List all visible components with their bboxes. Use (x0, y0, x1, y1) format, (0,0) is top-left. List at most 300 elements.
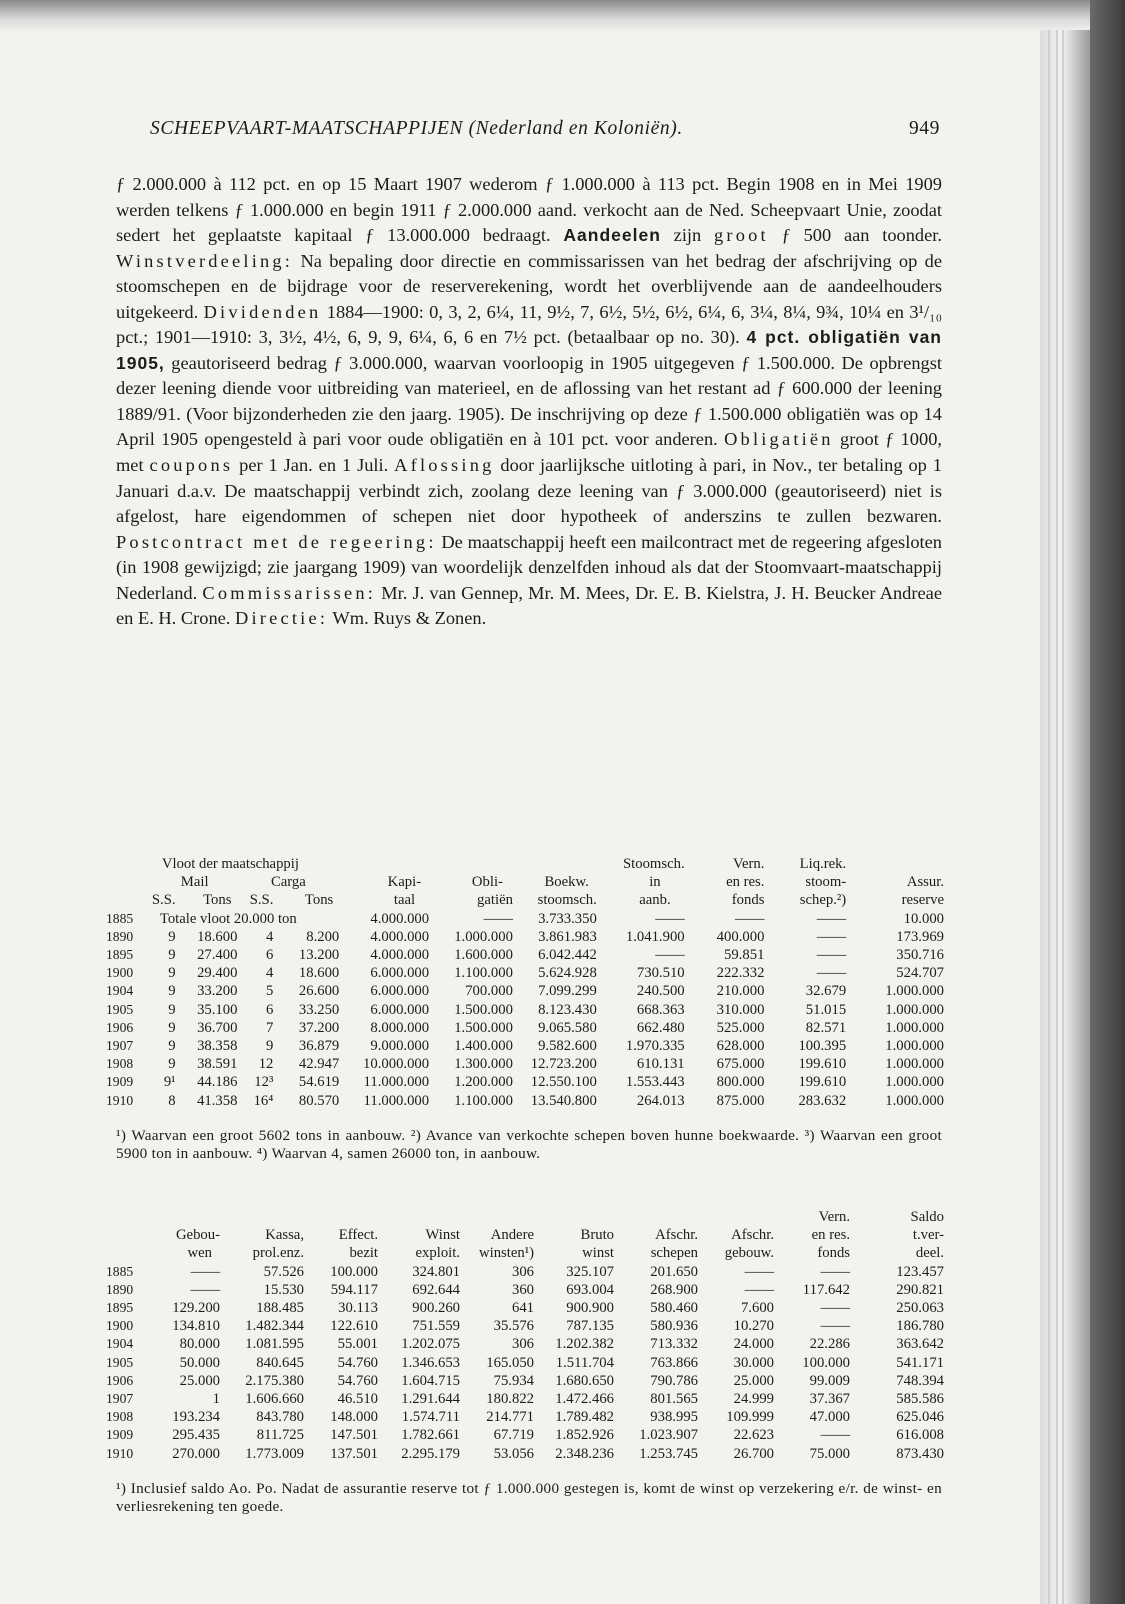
table-row (106, 1317, 944, 1335)
year-cell: 1907 (106, 1391, 134, 1407)
table-cell: 668.363 (636, 1001, 685, 1018)
table-cell: 6 (266, 1001, 274, 1018)
table-cell: 270.000 (172, 1445, 220, 1462)
table-cell: 16⁴ (253, 1092, 274, 1109)
column-header: Obli- (471, 874, 503, 891)
table-cell: —— (190, 1263, 220, 1280)
table-cell: 1.000.000 (885, 1056, 944, 1073)
table-cell: 3.733.350 (538, 910, 597, 927)
table-cell: 15.530 (263, 1281, 304, 1298)
table-cell: 1 (212, 1391, 220, 1408)
table-cell: 123.457 (896, 1263, 944, 1280)
table-cell: 610.131 (636, 1056, 685, 1073)
table-cell: 616.008 (896, 1427, 944, 1444)
table-cell: 325.107 (566, 1263, 614, 1280)
table-cell: 662.480 (636, 1019, 685, 1036)
table-cell: 82.571 (805, 1019, 847, 1036)
table-cell: 3.861.983 (538, 928, 597, 945)
table-row (106, 1001, 944, 1019)
table-cell: 350.716 (896, 947, 944, 964)
year-cell: 1904 (106, 1336, 134, 1352)
column-header: fonds (731, 892, 765, 909)
column-header: gatiën (477, 892, 513, 909)
column-header: S.S. (151, 892, 176, 909)
table-cell: —— (744, 1281, 774, 1298)
table-header-row (106, 855, 944, 873)
table-row (106, 1037, 944, 1055)
table-header-row (106, 1208, 944, 1226)
table-cell: 264.013 (636, 1092, 685, 1109)
column-header: Gebou- (175, 1227, 220, 1244)
table-cell: 46.510 (337, 1391, 378, 1408)
table-cell: 840.645 (256, 1354, 304, 1371)
table-cell: 51.015 (805, 1001, 847, 1018)
section-heading-dividenden: Dividenden (203, 301, 322, 322)
table-cell: 30.113 (338, 1300, 378, 1317)
table-cell: 13.200 (298, 947, 340, 964)
table-cell: 730.510 (636, 965, 685, 982)
table-cell: 100.000 (802, 1354, 850, 1371)
table-cell: —— (820, 1300, 850, 1317)
section-heading-aandeelen: Aandeelen (563, 225, 661, 246)
column-header: schep.²) (799, 892, 847, 909)
table-cell: 54.760 (337, 1354, 378, 1371)
table-cell: 165.050 (486, 1354, 534, 1371)
text-run: per 1 Jan. en 1 Juli. (233, 455, 395, 476)
running-head-title: SCHEEPVAART-MAATSCHAPPIJEN (Nederland en Koloniën). (150, 118, 683, 139)
table-cell: 628.000 (716, 1038, 765, 1055)
table-row (106, 1354, 944, 1372)
table-cell: 541.171 (896, 1354, 944, 1371)
table-cell: 26.700 (733, 1445, 774, 1462)
table-header-row (106, 1244, 944, 1262)
table-cell: 148.000 (330, 1409, 378, 1426)
year-cell: 1910 (106, 1092, 134, 1108)
table-row (106, 910, 944, 928)
table2-footnote: ¹) Inclusief saldo Ao. Po. Nadat de assurantie reserve tot ƒ 1.000.000 gestegen is, komt de winst op verzekering e/r. de winst- en verliesrekening ten goede. (116, 1480, 942, 1516)
table-cell: 1.500.000 (454, 1001, 513, 1018)
table-cell: 268.900 (650, 1281, 698, 1298)
table-cell: 310.000 (716, 1001, 765, 1018)
column-header: Vern. (733, 856, 765, 872)
table-row (106, 1263, 944, 1281)
table-header-row (106, 1226, 944, 1244)
table-cell: 12.723.200 (530, 1056, 597, 1073)
table-cell: 1.346.653 (401, 1354, 460, 1371)
table-cell: 1.100.000 (454, 1092, 513, 1109)
column-header: aanb. (639, 892, 671, 909)
column-header: exploit. (415, 1245, 460, 1262)
table-cell: 585.586 (896, 1391, 944, 1408)
column-header: schepen (650, 1245, 698, 1262)
table-cell: 873.430 (896, 1445, 944, 1462)
table-row (106, 1390, 944, 1408)
table-cell: 6.000.000 (370, 965, 430, 982)
table-cell: —— (655, 947, 685, 964)
table-cell: 1.789.482 (555, 1409, 614, 1426)
column-header: t.ver- (912, 1227, 944, 1244)
scan-top-shadow (0, 0, 1125, 32)
table-cell: 811.725 (256, 1427, 304, 1444)
table-cell: 35.576 (493, 1318, 534, 1335)
table-cell: 122.610 (330, 1318, 378, 1335)
column-header: S.S. (249, 892, 274, 909)
table-cell: 9 (168, 983, 176, 1000)
column-header: Kapi- (387, 874, 422, 891)
table-cell: 1.202.075 (401, 1336, 460, 1353)
table-cell: 37.367 (809, 1391, 850, 1408)
table-cell: 42.947 (298, 1056, 340, 1073)
table-cell: 1.482.344 (245, 1318, 304, 1335)
table-cell: 44.186 (197, 1074, 238, 1091)
column-header: Assur. (906, 874, 944, 891)
table-cell: 525.000 (716, 1019, 765, 1036)
section-heading-directie: Directie: (235, 608, 329, 629)
table-cell: 1.553.443 (625, 1074, 685, 1091)
table-cell: 188.485 (256, 1300, 304, 1317)
column-header: Kassa, (265, 1227, 304, 1244)
year-cell: 1906 (106, 1372, 134, 1388)
column-header: deel. (915, 1245, 944, 1262)
column-header: Bruto (580, 1227, 614, 1244)
table-row (106, 982, 944, 1000)
section-heading-obligatien: 4 pct. obligatiën van 1905, (116, 327, 942, 373)
table-cell: 1.000.000 (885, 1001, 944, 1018)
table-cell: 900.260 (412, 1300, 460, 1317)
text-run: groot ƒ 1000, met (116, 429, 942, 476)
table-cell: 2.348.236 (555, 1445, 614, 1462)
year-cell: 1885 (106, 910, 134, 926)
year-cell: 1908 (106, 1056, 134, 1072)
table-cell: 9 (168, 965, 176, 982)
table-cell: 26.600 (298, 983, 340, 1000)
table-row (106, 1445, 944, 1463)
table-cell: 222.332 (716, 965, 765, 982)
table-cell: 80.000 (179, 1336, 220, 1353)
table-cell: —— (816, 910, 847, 927)
table-cell: 787.135 (566, 1318, 614, 1335)
table-cell: 10.270 (733, 1318, 774, 1335)
table-cell: 283.632 (798, 1092, 847, 1109)
table-cell: 594.117 (330, 1281, 378, 1298)
table-cell: 36.700 (197, 1019, 238, 1036)
table-cell: 134.810 (172, 1318, 220, 1335)
table-cell: 13.540.800 (530, 1092, 597, 1109)
table-cell: 250.063 (896, 1300, 944, 1317)
table-cell: 199.610 (798, 1056, 847, 1073)
table-cell: 22.623 (733, 1427, 774, 1444)
table-cell: 1.000.000 (885, 1038, 944, 1055)
table-cell: 12³ (254, 1074, 274, 1091)
table-cell: 713.332 (650, 1336, 698, 1353)
profit-table (106, 1208, 944, 1463)
table-cell: 12.550.100 (530, 1074, 597, 1091)
column-header: Saldo (910, 1209, 944, 1225)
table-cell: 32.679 (805, 983, 847, 1000)
table-cell: 137.501 (330, 1445, 378, 1462)
table-row (106, 1281, 944, 1299)
running-head (150, 118, 940, 140)
table-cell: 1.300.000 (454, 1056, 513, 1073)
text-run: Na bepaling door directie en commissarissen van het bedrag der afschrijving op de stoomschepen en de bijdrage voor de reserverekening, wordt het overblijvende aan de aandeelhouders uitgekeerd. (116, 250, 942, 322)
table-row (106, 1055, 944, 1073)
table-cell: 4.000.000 (370, 928, 430, 945)
table-cell: 10.000.000 (363, 1056, 430, 1073)
column-header: bezit (349, 1245, 378, 1262)
table-cell: —— (816, 947, 847, 964)
column-header: Vern. (818, 1209, 850, 1225)
table-cell: 4.000.000 (370, 910, 430, 927)
table-cell: 22.286 (809, 1336, 850, 1353)
table-cell: 33.200 (197, 983, 238, 1000)
table-cell: 700.000 (465, 983, 513, 1000)
table-cell: 9 (168, 1019, 176, 1036)
table-cell: 1.600.000 (454, 947, 513, 964)
section-heading-winstverdeeling: Winstverdeeling: (116, 250, 294, 271)
table-cell: 1.000.000 (885, 1019, 944, 1036)
column-header: Stoomsch. (623, 856, 685, 872)
column-header: gebouw. (724, 1245, 774, 1262)
column-header: Boekw. (544, 874, 589, 891)
table-cell: —— (744, 1263, 774, 1280)
column-header: stoomsch. (537, 892, 597, 909)
table-cell: 11.000.000 (363, 1074, 430, 1091)
table-cell: 7 (266, 1019, 274, 1036)
spaced-term: coupons (149, 455, 234, 476)
page-number: 949 (908, 118, 940, 139)
table-cell: 4.000.000 (370, 947, 430, 964)
table-cell: 1.782.661 (401, 1427, 460, 1444)
table-cell: 1.606.660 (245, 1391, 304, 1408)
table-cell: 25.000 (179, 1372, 220, 1389)
column-header: Carga (270, 874, 306, 891)
paragraph (116, 172, 942, 632)
table-cell: 8.200 (306, 928, 340, 945)
table-cell: 1.500.000 (454, 1019, 513, 1036)
table-cell: 38.591 (197, 1056, 238, 1073)
table-row (106, 928, 944, 946)
table-cell: 8 (168, 1092, 176, 1109)
table-cell: 199.610 (798, 1074, 847, 1091)
table-cell: 37.200 (298, 1019, 340, 1036)
table-cell: 5.624.928 (538, 965, 597, 982)
column-header: Afschr. (731, 1227, 774, 1244)
table-cell: 295.435 (172, 1427, 220, 1444)
table-cell: —— (483, 910, 513, 927)
table-cell: 75.000 (809, 1445, 850, 1462)
text-run: Mr. J. van Gennep, Mr. M. Mees, Dr. E. B. Kielstra, J. H. Beucker Andreae en E. H. Crone. (116, 582, 942, 629)
table-cell: 900.900 (566, 1300, 614, 1317)
table-cell: 580.460 (650, 1300, 698, 1317)
table-cell: 9 (168, 1038, 176, 1055)
table-cell: —— (655, 910, 685, 927)
table-row (106, 1372, 944, 1390)
table-cell: 109.999 (726, 1409, 774, 1426)
spaced-term: groot (714, 225, 769, 246)
text-run: ƒ 2.000.000 à 112 pct. en op 15 Maart 1907 wederom ƒ 1.000.000 à 113 pct. Begin 1908 en in Mei 1909 werden telkens ƒ 1.000.000 en begin 1911 ƒ 2.000.000 aand. verkocht aan de Ned. Scheepvaart Unie, zoodat sedert het geplaatste kapitaal ƒ 13.000.000 bedraagt. (116, 174, 942, 246)
year-cell: 1900 (106, 965, 134, 981)
table-cell: 801.565 (650, 1391, 698, 1408)
table-cell: —— (816, 965, 847, 982)
table-cell: 360 (511, 1281, 534, 1298)
year-cell: 1890 (106, 928, 134, 944)
table-cell: 180.822 (486, 1391, 534, 1408)
table-row (106, 1335, 944, 1353)
column-header: winst (582, 1245, 614, 1262)
table-cell: 1.100.000 (454, 965, 513, 982)
table-row (106, 964, 944, 982)
table-cell: 1.023.907 (639, 1427, 698, 1444)
table-cell: 47.000 (809, 1409, 850, 1426)
table-cell: 1.680.650 (555, 1372, 614, 1389)
table-cell: 675.000 (716, 1056, 765, 1073)
table-cell: 2.295.179 (401, 1445, 460, 1462)
table-cell: 1.291.644 (401, 1391, 460, 1408)
table-cell: —— (820, 1427, 850, 1444)
table-cell: —— (820, 1318, 850, 1335)
table-cell: —— (190, 1281, 220, 1298)
table-cell: 30.000 (733, 1354, 774, 1371)
table-cell: 9 (168, 1001, 176, 1018)
table-row (106, 1019, 944, 1037)
column-header: taal (393, 892, 416, 909)
table-cell: 18.600 (197, 928, 238, 945)
table-cell: 33.250 (298, 1001, 340, 1018)
table-cell: 1.000.000 (885, 983, 944, 1000)
table-cell: 1.253.745 (639, 1445, 698, 1462)
table-cell: 29.400 (197, 965, 238, 982)
table-cell: 41.358 (197, 1092, 238, 1109)
table-row (106, 1299, 944, 1317)
table-cell: 25.000 (733, 1372, 774, 1389)
table1-footnote: ¹) Waarvan een groot 5602 tons in aanbouw. ²) Avance van verkochte schepen boven hunne boekwaarde. ³) Waarvan een groot 5900 ton in aanbouw. ⁴) Waarvan 4, samen 26000 ton, in aanbouw. (116, 1127, 942, 1163)
table-cell: 751.559 (412, 1318, 460, 1335)
text-run: Wm. Ruys & Zonen. (328, 608, 487, 629)
page-edge-line (1062, 30, 1064, 1604)
table-cell: 580.936 (650, 1318, 698, 1335)
table-cell: 9.582.600 (538, 1038, 597, 1055)
section-heading-commissarissen: Commissarissen: (202, 582, 377, 603)
table-cell: 1.970.335 (625, 1038, 685, 1055)
table-cell: 1.081.595 (245, 1336, 304, 1353)
table-cell: 524.707 (896, 965, 944, 982)
table-cell: 1.000.000 (885, 1092, 944, 1109)
column-header: Tons (304, 892, 334, 909)
table-cell: 18.600 (298, 965, 340, 982)
table-cell: 1.604.715 (401, 1372, 460, 1389)
table-cell: —— (820, 1263, 850, 1280)
table-cell: 1.773.009 (245, 1445, 304, 1462)
table-cell: 54.760 (337, 1372, 378, 1389)
page-edge-line (1048, 30, 1050, 1604)
table-cell: 9.000.000 (370, 1038, 430, 1055)
table-cell: 9 (168, 1056, 176, 1073)
scan-right-shadow (1090, 0, 1125, 1604)
table-cell: 4 (266, 928, 274, 945)
year-cell: 1895 (106, 947, 134, 963)
table-cell: 790.786 (650, 1372, 698, 1389)
table-cell: 240.500 (636, 983, 685, 1000)
year-cell: 1905 (106, 1354, 134, 1370)
table-cell: 1.574.711 (401, 1409, 460, 1426)
table-cell: 306 (511, 1263, 534, 1280)
table-cell: 24.999 (733, 1391, 774, 1408)
page-edge-line (1056, 30, 1058, 1604)
table-row (106, 1426, 944, 1444)
table-cell: 129.200 (172, 1300, 220, 1317)
column-header: in (649, 874, 661, 891)
table-row (106, 1408, 944, 1426)
table-cell: 100.000 (330, 1263, 378, 1280)
column-header: Tons (203, 892, 232, 909)
table-cell: 938.995 (650, 1409, 698, 1426)
column-header: Liq.rek. (799, 856, 847, 872)
table-header-row (106, 891, 944, 909)
table-cell: 8.123.430 (538, 1001, 597, 1018)
column-header: Afschr. (655, 1227, 698, 1244)
table-cell: 7.099.299 (538, 983, 597, 1000)
year-cell: 1885 (106, 1263, 134, 1279)
year-cell: 1904 (106, 983, 134, 999)
column-header: stoom- (805, 874, 847, 891)
spaced-term: Obligatiën (724, 429, 834, 450)
table-cell: 692.644 (412, 1281, 460, 1298)
text-run: door jaarlijksche uitloting à pari, in Nov., ter betaling op 1 Januari d.a.v. De maatschappij verbindt zich, zoolang deze leening van ƒ 3.000.000 (geautoriseerd) niet is afgelost, hare eigendommen of schepen niet door hypotheek of anderszins te zullen bezwaren. (116, 455, 942, 527)
table-cell: 27.400 (197, 947, 238, 964)
table-cell: 8.000.000 (370, 1019, 430, 1036)
table-cell: 363.642 (896, 1336, 944, 1353)
table-cell: 6.000.000 (370, 1001, 430, 1018)
table-cell: 201.650 (650, 1263, 698, 1280)
text-run: zijn (660, 225, 715, 246)
table-header-row (106, 873, 944, 891)
table-cell: 7.600 (740, 1300, 774, 1317)
table-cell: 6 (266, 947, 274, 964)
table-cell: 100.395 (798, 1038, 847, 1055)
column-header: reserve (901, 892, 944, 909)
table-cell: 6.000.000 (370, 983, 430, 1000)
table-cell: 290.821 (896, 1281, 944, 1298)
fleet-table (106, 855, 944, 1110)
year-cell: 1909 (106, 1074, 134, 1090)
text-run: 1884—1900: 0, 3, 2, 6¼, 11, 9½, 7, 6½, 5½, 6½, 6¼, 6, 3¼, 8¼, 9¾, 10¼ en 3¹/₁₀ pct.; 1901—1910: 3, 3½, 4½, 6, 9, 9, 6¼, 6, 6 en 7½ pct. (betaalbaar op no. 30). (116, 301, 942, 348)
table-cell: 1.041.900 (625, 928, 685, 945)
table-cell: —— (735, 910, 765, 927)
table-row (106, 1073, 944, 1091)
table-cell: 1.400.000 (454, 1038, 513, 1055)
table-cell: Totale vloot 20.000 ton (159, 910, 297, 927)
year-cell: 1905 (106, 1001, 134, 1017)
table-cell: 306 (511, 1336, 534, 1353)
table-cell: 59.851 (724, 947, 765, 964)
year-cell: 1910 (106, 1445, 134, 1461)
table-cell: 1.000.000 (454, 928, 513, 945)
table-cell: 24.000 (733, 1336, 774, 1353)
table-cell: 9 (266, 1038, 274, 1055)
table-cell: 50.000 (179, 1354, 220, 1371)
table-cell: 210.000 (716, 983, 765, 1000)
table-cell: 400.000 (716, 928, 765, 945)
table-cell: 35.100 (197, 1001, 238, 1018)
table-cell: 36.879 (298, 1038, 340, 1055)
table-cell: 625.046 (896, 1409, 944, 1426)
table-cell: 214.771 (486, 1409, 534, 1426)
table-cell: —— (816, 928, 847, 945)
table-row (106, 946, 944, 964)
column-header: en res. (811, 1227, 850, 1244)
table-cell: 1.852.926 (555, 1427, 614, 1444)
table-cell: 1.200.000 (454, 1074, 513, 1091)
